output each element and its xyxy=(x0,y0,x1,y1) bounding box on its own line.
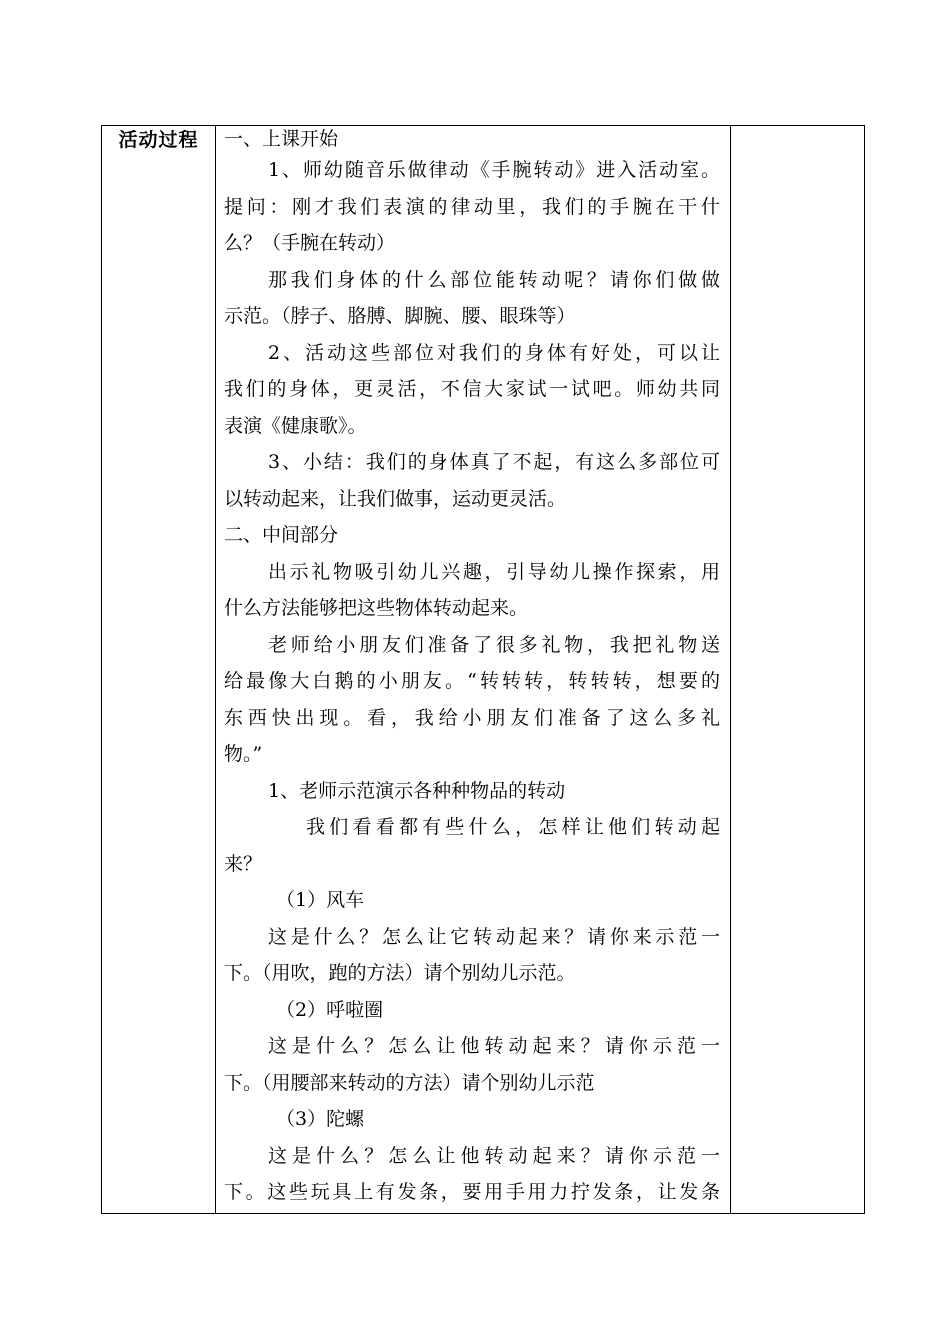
row-label: 活动过程 xyxy=(118,129,199,151)
table-row xyxy=(102,126,865,1214)
content-line: 下。（用腰部来转动的方法）请个别幼儿示范 xyxy=(224,1071,595,1094)
content-cell xyxy=(216,126,731,1214)
content-line: 我们的身体，更灵活，不信大家试一试吧。师幼共同 xyxy=(224,378,720,400)
content-line: （3）陀螺 xyxy=(276,1108,365,1130)
content-line: 二、中间部分 xyxy=(224,524,339,546)
content-line: 这是什么？怎么让他转动起来？请你示范一 xyxy=(268,1144,720,1167)
content-line: 表演《健康歌》。 xyxy=(224,414,367,437)
content-line: 这是什么？怎么让他转动起来？请你示范一 xyxy=(268,1035,720,1057)
content-line: 示范。（脖子、胳膊、脚腕、腰、眼珠等） xyxy=(224,305,576,327)
content-line: 东西快出现。看，我给小朋友们准备了这么多礼 xyxy=(224,706,720,729)
content-line: 出示礼物吸引幼儿兴趣，引导幼儿操作探索，用 xyxy=(268,560,720,583)
activity-content xyxy=(216,126,730,1211)
content-line: 3、小结：我们的身体真了不起，有这么多部位可 xyxy=(268,451,720,473)
row-label-cell xyxy=(102,126,216,1214)
content-line: （1）风车 xyxy=(276,889,365,911)
content-line: 以转动起来，让我们做事，运动更灵活。 xyxy=(224,487,567,510)
content-line: 来？ xyxy=(224,852,263,875)
content-line: 这是什么？怎么让它转动起来？请你来示范一 xyxy=(268,925,720,948)
content-line: （2）呼啦圈 xyxy=(276,998,384,1021)
content-line: 什么方法能够把这些物体转动起来。 xyxy=(224,597,529,619)
notes-cell xyxy=(731,126,865,1214)
content-line: 我们看看都有些什么，怎样让他们转动起 xyxy=(306,816,720,838)
content-line: 么？（手腕在转动） xyxy=(224,232,396,254)
content-line: 提问：刚才我们表演的律动里，我们的手腕在干什 xyxy=(224,195,720,218)
content-line: 老师给小朋友们准备了很多礼物，我把礼物送 xyxy=(268,633,720,656)
content-line: 2、活动这些部位对我们的身体有好处，可以让 xyxy=(268,341,720,364)
content-line: 那我们身体的什么部位能转动呢？请你们做做 xyxy=(268,268,720,291)
content-line: 1、老师示范演示各种种物品的转动 xyxy=(268,779,566,802)
content-line: 1、师幼随音乐做律动《手腕转动》进入活动室。 xyxy=(268,159,720,181)
lesson-plan-table xyxy=(101,125,865,1214)
content-line: 给最像大白鹅的小朋友。“转转转，转转转，想要的 xyxy=(224,670,720,692)
content-line: 下。（用吹，跑的方法）请个别幼儿示范。 xyxy=(224,962,576,984)
content-line: 物。” xyxy=(224,743,263,765)
content-line: 一、上课开始 xyxy=(224,128,339,150)
content-line: 下。这些玩具上有发条，要用手用力拧发条，让发条 xyxy=(224,1181,720,1203)
